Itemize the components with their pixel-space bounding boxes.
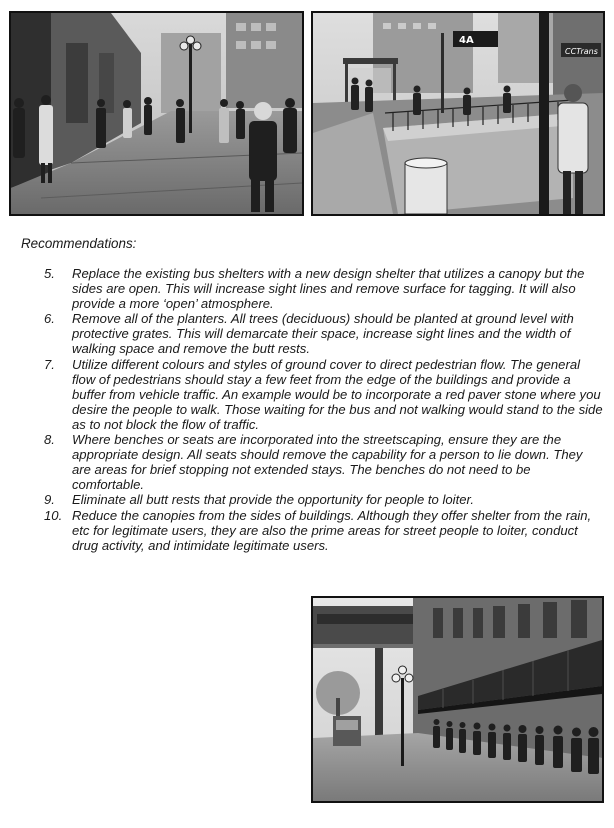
recommendations-heading: Recommendations: bbox=[21, 236, 137, 251]
bus-shelter-scene-image bbox=[313, 13, 603, 214]
recommendation-text: Utilize different colours and styles of ground cover to direct pedestrian flow. The general flow of pedestrians should stay a few feet from the edge of the buildings and provide a buffer from vehicle traffic. An example would be to incorporate a red paver stone where you desire the people to walk. Those waiting for the bus and not walking would stand to the side as to not block the flow of traffic. bbox=[72, 356, 603, 432]
recommendation-number: 10. bbox=[44, 507, 63, 523]
recommendation-item-10 bbox=[44, 508, 604, 553]
transit-sign-text: CCTrans bbox=[565, 47, 598, 56]
recommendation-number: 6. bbox=[44, 311, 55, 327]
recommendation-item-8 bbox=[44, 432, 604, 492]
recommendation-number: 8. bbox=[44, 432, 55, 448]
recommendation-number: 5. bbox=[44, 266, 55, 281]
recommendations-list bbox=[44, 266, 604, 553]
canopy-arcade-photo bbox=[311, 596, 604, 803]
recommendation-text: Remove all of the planters. All trees (deciduous) should be planted at ground level with protective grates. This will demarcate their space, increase sight lines and the width of walking space and remove the butt rests. bbox=[72, 311, 574, 357]
recommendation-item-5 bbox=[44, 266, 604, 311]
street-scene-image bbox=[11, 13, 302, 214]
recommendation-number: 7. bbox=[44, 356, 55, 372]
street-photo bbox=[9, 11, 304, 216]
recommendation-item-6 bbox=[44, 311, 604, 356]
route-sign-text: 4A bbox=[459, 35, 474, 46]
recommendation-text: Replace the existing bus shelters with a new design shelter that utilizes a canopy but the sides are open. This will increase sight lines and remove surface for tagging. It will also provide a more ‘open’ atmosphere. bbox=[72, 266, 585, 312]
recommendation-number: 9. bbox=[44, 492, 55, 508]
bus-shelter-photo bbox=[311, 11, 605, 216]
recommendation-text: Where benches or seats are incorporated into the streetscaping, ensure they are the appropriate design. All seats should remove the capability for a person to lie down. They are areas for brief stopping not extended stays. The benches do not need to be comfortable. bbox=[72, 432, 583, 493]
canopy-arcade-scene-image bbox=[313, 598, 602, 801]
recommendation-text: Reduce the canopies from the sides of buildings. Although they offer shelter from the rain, etc for legitimate users, they are also the prime areas for street people to loiter, conduct drug activity, and intimidate legitimate users. bbox=[72, 507, 592, 553]
recommendation-item-9 bbox=[44, 492, 604, 507]
recommendation-item-7 bbox=[44, 357, 604, 432]
recommendation-text: Eliminate all butt rests that provide the opportunity for people to loiter. bbox=[72, 492, 475, 508]
